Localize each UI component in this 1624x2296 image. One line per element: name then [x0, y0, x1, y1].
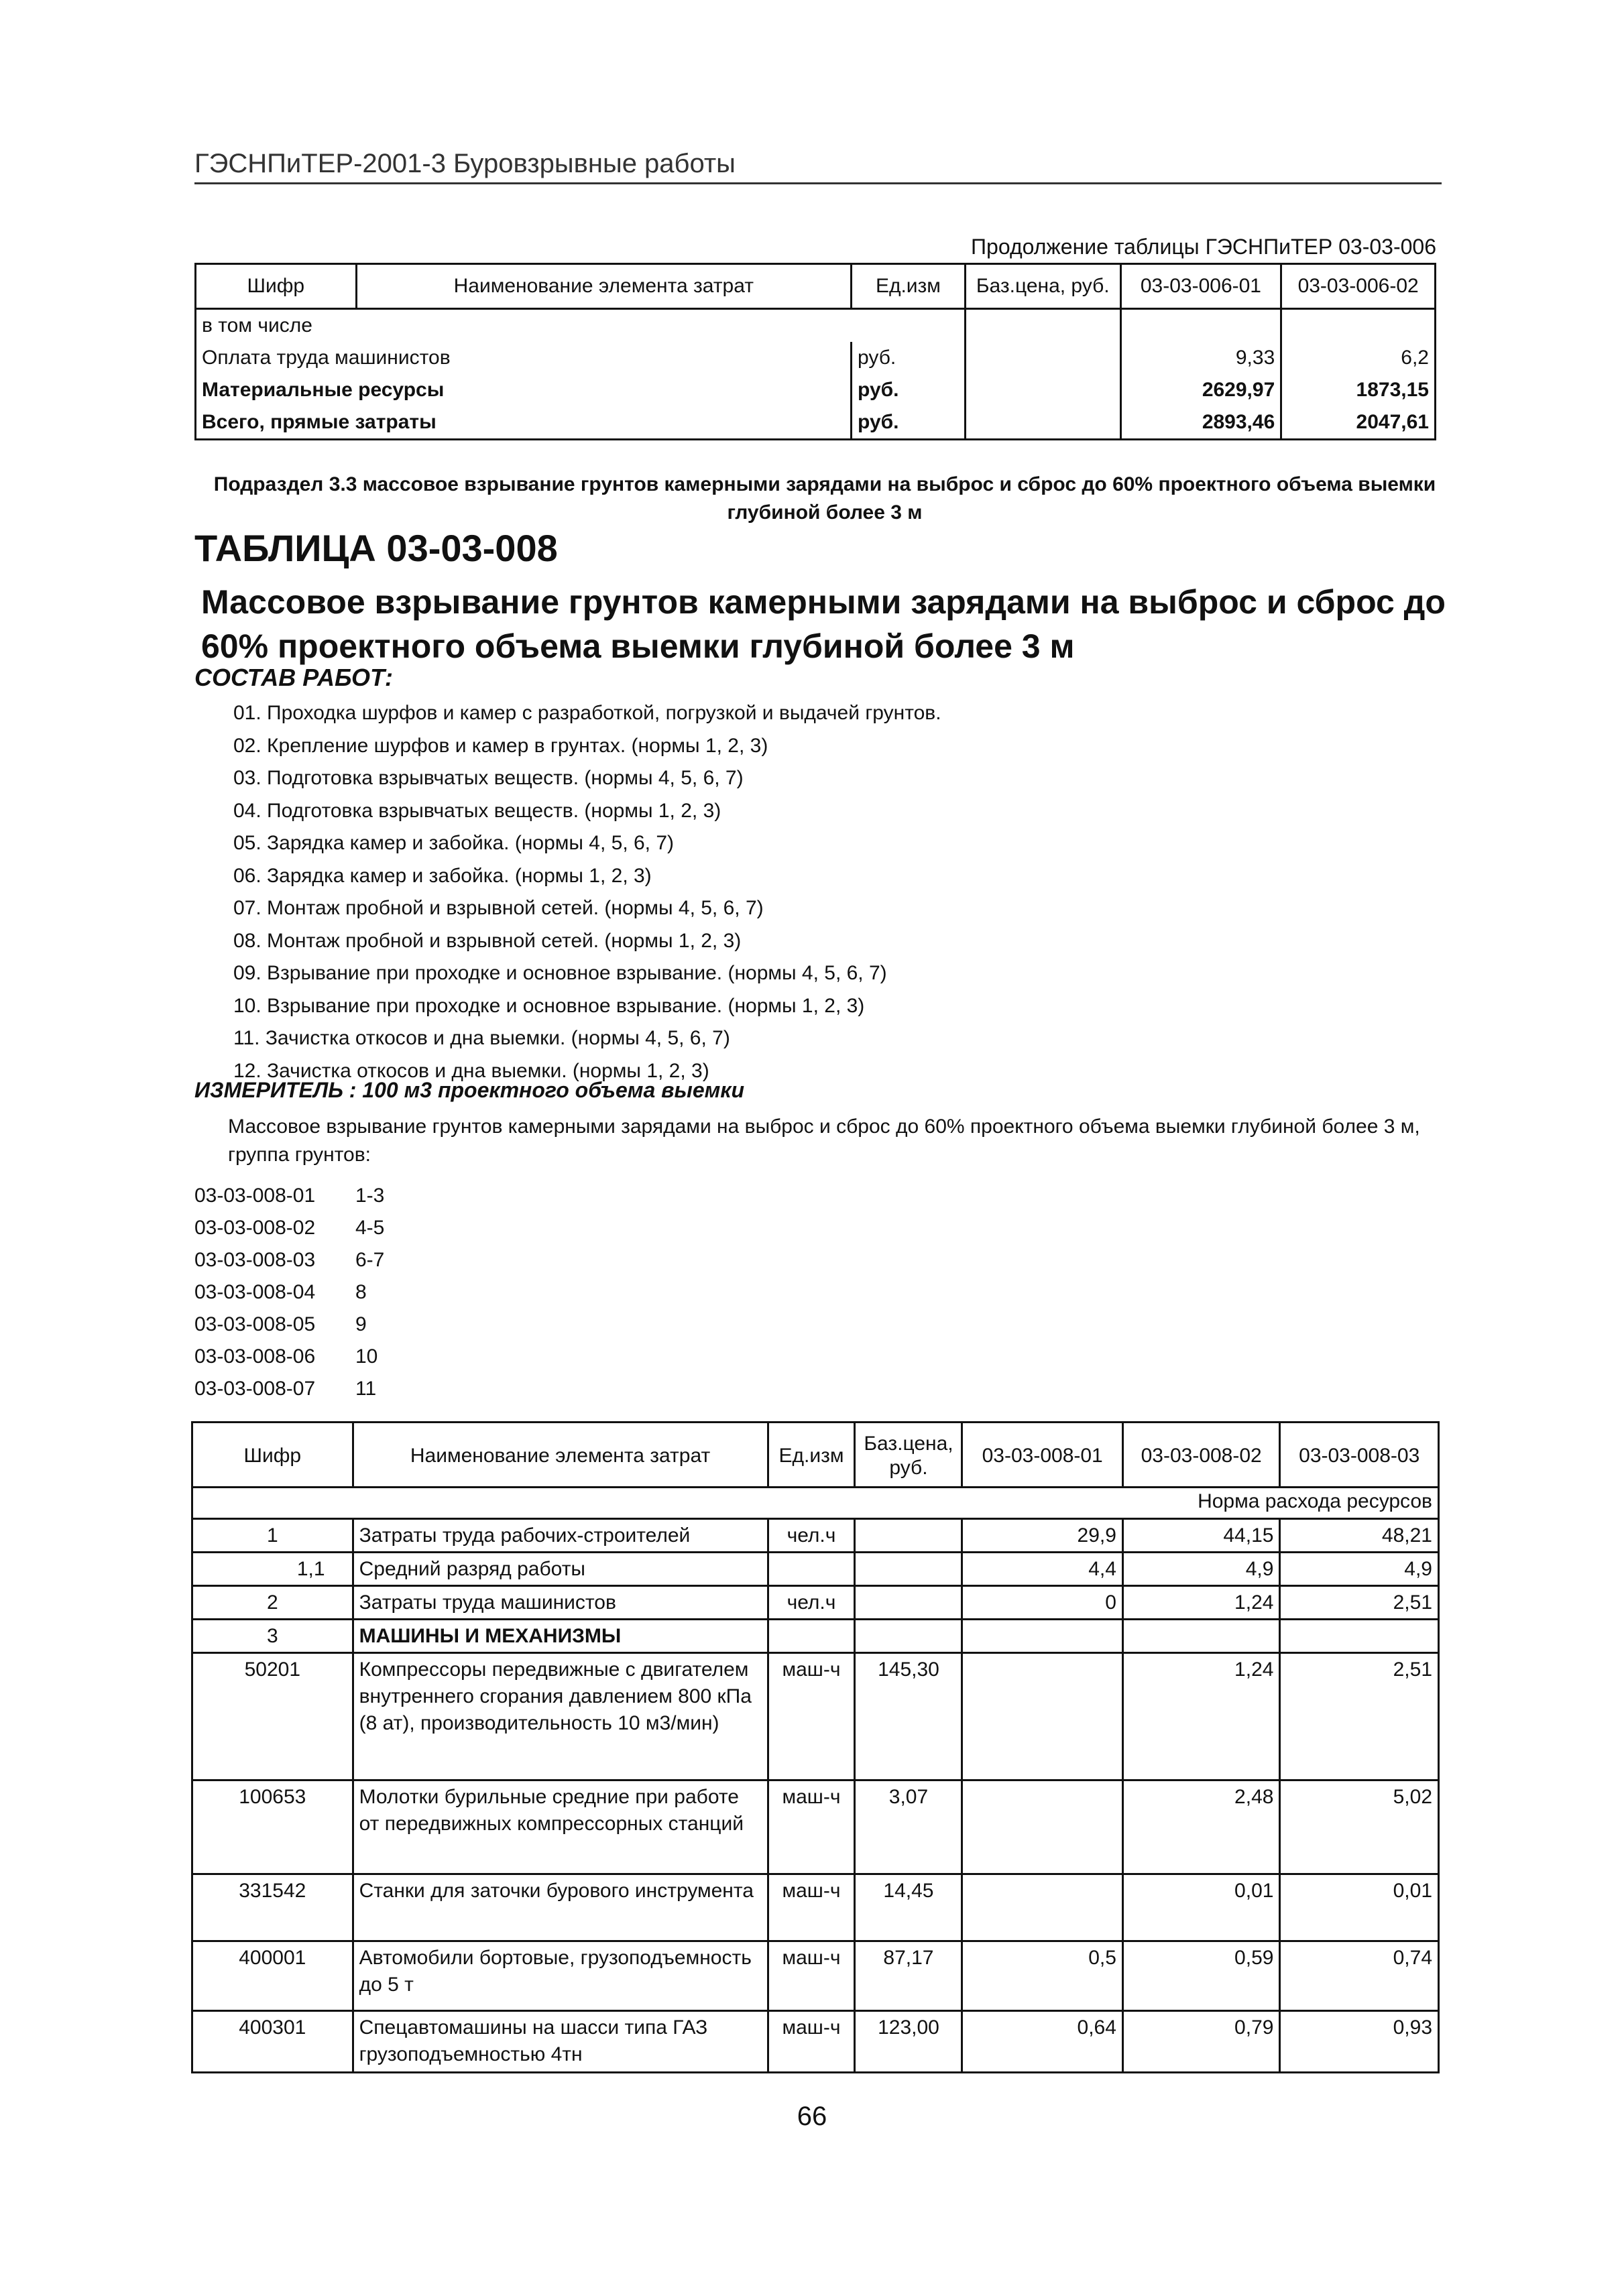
- row-value-3: 4,9: [1280, 1553, 1439, 1586]
- list-item: [194, 1212, 384, 1244]
- work-item: 08. Монтаж пробной и взрывной сетей. (нормы 1, 2, 3): [233, 929, 742, 952]
- table-row: [192, 1553, 1439, 1586]
- row-unit: маш-ч: [768, 1653, 855, 1780]
- measurement-unit: ИЗМЕРИТЕЛЬ : 100 м3 проектного объема выемки: [194, 1078, 745, 1102]
- work-item: 02. Крепление шурфов и камер в грунтах. (нормы 1, 2, 3): [233, 734, 768, 757]
- group-value: 1-3: [355, 1185, 385, 1207]
- row-code: 400001: [192, 1941, 353, 2011]
- col-header-code: Шифр: [192, 1423, 353, 1488]
- row-unit: маш-ч: [768, 1874, 855, 1941]
- row-value-3: 2,51: [1280, 1653, 1439, 1780]
- row-code: 2: [192, 1586, 353, 1620]
- col-header-unit: Ед.изм: [768, 1423, 855, 1488]
- work-item: 03. Подготовка взрывчатых веществ. (нормы 4, 5, 6, 7): [233, 767, 744, 789]
- norm-label: Норма расхода ресурсов: [192, 1488, 1439, 1519]
- continuation-note: Продолжение таблицы ГЭСНПиТЕР 03-03-006: [971, 235, 1436, 259]
- row-code: 1,1: [192, 1553, 353, 1586]
- row-code: 331542: [192, 1874, 353, 1941]
- works-composition-label: СОСТАВ РАБОТ:: [194, 664, 393, 691]
- group-value: 10: [355, 1345, 378, 1368]
- row-value-1: 4,4: [962, 1553, 1122, 1586]
- table-title: Массовое взрывание грунтов камерными зарядами на выброс и сброс до 60% проектного объема выемки глубиной более 3 м: [201, 583, 1446, 665]
- row-value-1: [962, 1874, 1122, 1941]
- row-unit: маш-ч: [768, 1780, 855, 1874]
- row-name: Оплата труда машинистов: [196, 342, 852, 374]
- row-price: [855, 1553, 962, 1586]
- table-row: [192, 1620, 1439, 1653]
- row-value-3: 2,51: [1280, 1586, 1439, 1620]
- list-item: [194, 1276, 384, 1309]
- row-code: 1: [192, 1519, 353, 1553]
- norm-label-row: [192, 1488, 1439, 1519]
- group-code: 03-03-008-05: [194, 1313, 316, 1335]
- table-row: [196, 309, 1436, 343]
- subsection-title: Подраздел 3.3 массовое взрывание грунтов камерными зарядами на выброс и сброс до 60% проектного объема выемки глубиной более 3 м: [213, 473, 1436, 524]
- row-name: Компрессоры передвижные с двигателем внутреннего сгорания давлением 800 кПа (8 ат), производительность 10 м3/мин): [353, 1653, 768, 1780]
- col-header-norm-2: 03-03-008-02: [1122, 1423, 1280, 1488]
- col-header-norm-1: 03-03-008-01: [962, 1423, 1122, 1488]
- work-item: 01. Проходка шурфов и камер с разработкой, погрузкой и выдачей грунтов.: [233, 702, 941, 724]
- row-value-1: 29,9: [962, 1519, 1122, 1553]
- row-value-1: [962, 1653, 1122, 1780]
- norm-description: Массовое взрывание грунтов камерными зарядами на выброс и сброс до 60% проектного объема выемки глубиной более 3 м, группа грунтов:: [228, 1115, 1420, 1166]
- row-value-3: 0,93: [1280, 2011, 1439, 2073]
- list-item: [194, 1373, 384, 1405]
- group-code: 03-03-008-07: [194, 1378, 316, 1400]
- group-value: 9: [355, 1313, 367, 1335]
- row-price: 145,30: [855, 1653, 962, 1780]
- row-value-2: 1873,15: [1281, 374, 1436, 406]
- row-name: Материальные ресурсы: [196, 374, 852, 406]
- row-value-3: 0,74: [1280, 1941, 1439, 2011]
- row-name: МАШИНЫ И МЕХАНИЗМЫ: [353, 1620, 768, 1653]
- table-header-row: [196, 264, 1436, 309]
- row-price: 3,07: [855, 1780, 962, 1874]
- row-name: Затраты труда машинистов: [353, 1586, 768, 1620]
- group-value: 4-5: [355, 1217, 385, 1239]
- table-03-03-006-continuation: [194, 263, 1436, 440]
- table-row: [196, 406, 1436, 440]
- row-value-1: 9,33: [1120, 342, 1281, 374]
- row-unit: маш-ч: [768, 2011, 855, 2073]
- row-value-2: 4,9: [1122, 1553, 1280, 1586]
- col-header-name: Наименование элемента затрат: [353, 1423, 768, 1488]
- row-code: 50201: [192, 1653, 353, 1780]
- row-name: Молотки бурильные средние при работе от передвижных компрессорных станций: [353, 1780, 768, 1874]
- row-code: 400301: [192, 2011, 353, 2073]
- group-value: 11: [355, 1378, 377, 1400]
- page-number: 66: [797, 2102, 827, 2131]
- row-value-2: 0,79: [1122, 2011, 1280, 2073]
- row-value-2: 1,24: [1122, 1586, 1280, 1620]
- work-item: 07. Монтаж пробной и взрывной сетей. (нормы 4, 5, 6, 7): [233, 897, 764, 919]
- work-item: 06. Зарядка камер и забойка. (нормы 1, 2, 3): [233, 864, 652, 887]
- group-code: 03-03-008-04: [194, 1281, 316, 1303]
- col-header-code: Шифр: [196, 264, 357, 309]
- col-header-name: Наименование элемента затрат: [356, 264, 851, 309]
- list-item: [194, 1180, 384, 1212]
- row-unit: руб.: [852, 374, 966, 406]
- table-row: [196, 342, 1436, 374]
- group-code: 03-03-008-01: [194, 1185, 316, 1207]
- row-value-3: 48,21: [1280, 1519, 1439, 1553]
- row-value-1: 0,64: [962, 2011, 1122, 2073]
- row-value-2: 44,15: [1122, 1519, 1280, 1553]
- header-rule: [194, 182, 1442, 184]
- row-value-2: 2,48: [1122, 1780, 1280, 1874]
- table-row: [192, 2011, 1439, 2073]
- row-value-1: 0,5: [962, 1941, 1122, 2011]
- row-unit: руб.: [852, 342, 966, 374]
- works-list: [233, 697, 941, 1087]
- row-value-1: [962, 1780, 1122, 1874]
- row-name: Всего, прямые затраты: [196, 406, 852, 440]
- row-price: 87,17: [855, 1941, 962, 2011]
- col-header-norm-1: 03-03-006-01: [1120, 264, 1281, 309]
- table-row: [192, 1586, 1439, 1620]
- work-item: 12. Зачистка откосов и дна выемки. (нормы 1, 2, 3): [233, 1059, 709, 1082]
- row-value-2: 2047,61: [1281, 406, 1436, 440]
- row-name: Автомобили бортовые, грузоподъемность до 5 т: [353, 1941, 768, 2011]
- row-unit: [768, 1553, 855, 1586]
- row-unit: чел.ч: [768, 1519, 855, 1553]
- work-item: 10. Взрывание при проходке и основное взрывание. (нормы 1, 2, 3): [233, 994, 865, 1017]
- row-name: Станки для заточки бурового инструмента: [353, 1874, 768, 1941]
- row-value-3: 0,01: [1280, 1874, 1439, 1941]
- work-item: 04. Подготовка взрывчатых веществ. (нормы 1, 2, 3): [233, 799, 721, 822]
- row-price: [855, 1519, 962, 1553]
- table-row: [192, 1941, 1439, 2011]
- col-header-price: Баз.цена, руб.: [855, 1423, 962, 1488]
- row-value-1: [962, 1620, 1122, 1653]
- table-03-03-008: [191, 1421, 1440, 2073]
- row-value-2: 0,59: [1122, 1941, 1280, 2011]
- group-value: 8: [355, 1281, 367, 1303]
- row-unit: чел.ч: [768, 1586, 855, 1620]
- work-item: 05. Зарядка камер и забойка. (нормы 4, 5, 6, 7): [233, 832, 675, 854]
- work-item: 09. Взрывание при проходке и основное взрывание. (нормы 4, 5, 6, 7): [233, 962, 887, 984]
- group-code: 03-03-008-06: [194, 1345, 316, 1368]
- list-item: [194, 1309, 384, 1341]
- row-value-1: 0: [962, 1586, 1122, 1620]
- row-value-1: 2629,97: [1120, 374, 1281, 406]
- section-label: в том числе: [196, 309, 852, 343]
- row-unit: маш-ч: [768, 1941, 855, 2011]
- row-value-1: 2893,46: [1120, 406, 1281, 440]
- running-header: ГЭСНПиТЕР-2001-3 Буровзрывные работы: [194, 149, 736, 178]
- table-header-row: [192, 1423, 1439, 1488]
- row-value-3: 5,02: [1280, 1780, 1439, 1874]
- row-unit: [768, 1620, 855, 1653]
- row-code: 100653: [192, 1780, 353, 1874]
- work-item: 11. Зачистка откосов и дна выемки. (нормы 4, 5, 6, 7): [233, 1027, 730, 1049]
- table-row: [192, 1653, 1439, 1780]
- row-price: [855, 1620, 962, 1653]
- col-header-unit: Ед.изм: [852, 264, 966, 309]
- group-code: 03-03-008-02: [194, 1217, 316, 1239]
- list-item: [194, 1244, 384, 1276]
- group-value: 6-7: [355, 1249, 385, 1271]
- row-name: Затраты труда рабочих-строителей: [353, 1519, 768, 1553]
- table-row: [192, 1780, 1439, 1874]
- row-name: Средний разряд работы: [353, 1553, 768, 1586]
- row-price: [855, 1586, 962, 1620]
- row-value-3: [1280, 1620, 1439, 1653]
- col-header-norm-2: 03-03-006-02: [1281, 264, 1436, 309]
- soil-groups-list: [194, 1180, 384, 1405]
- row-code: 3: [192, 1620, 353, 1653]
- row-value-2: 6,2: [1281, 342, 1436, 374]
- table-row: [196, 374, 1436, 406]
- table-number: ТАБЛИЦА 03-03-008: [194, 527, 558, 569]
- table-row: [192, 1874, 1439, 1941]
- list-item: [194, 1341, 384, 1373]
- row-value-2: 0,01: [1122, 1874, 1280, 1941]
- row-name: Спецавтомашины на шасси типа ГАЗ грузоподъемностью 4тн: [353, 2011, 768, 2073]
- row-value-2: [1122, 1620, 1280, 1653]
- row-unit: руб.: [852, 406, 966, 440]
- row-price: 14,45: [855, 1874, 962, 1941]
- table-row: [192, 1519, 1439, 1553]
- col-header-price: Баз.цена, руб.: [965, 264, 1120, 309]
- col-header-norm-3: 03-03-008-03: [1280, 1423, 1439, 1488]
- row-price: 123,00: [855, 2011, 962, 2073]
- row-value-2: 1,24: [1122, 1653, 1280, 1780]
- group-code: 03-03-008-03: [194, 1249, 316, 1271]
